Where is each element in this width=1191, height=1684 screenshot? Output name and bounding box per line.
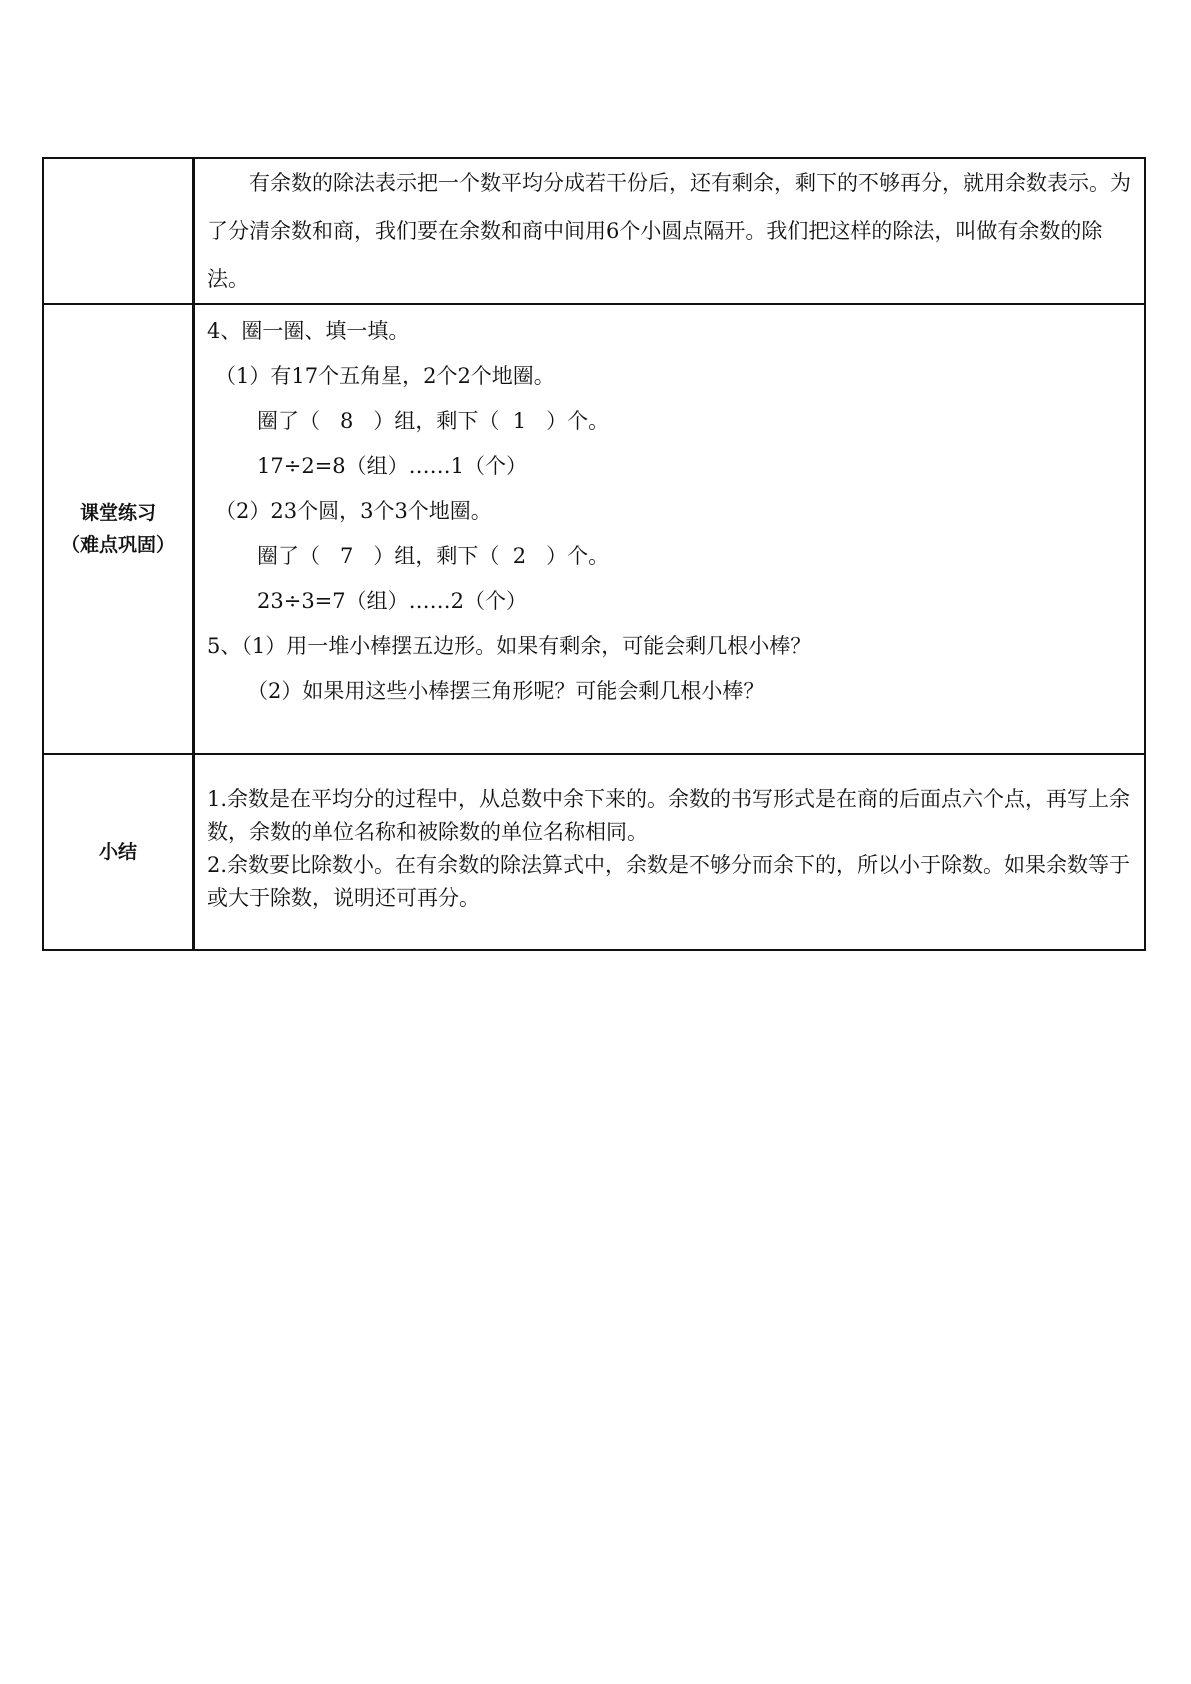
exercise-4-part-1-equation: 17÷2=8（组）……1（个） (257, 454, 527, 478)
summary-row (43, 754, 1145, 950)
practice-label-title: 课堂练习 (79, 502, 156, 524)
exercise-5-part-2: （2）如果用这些小棒摆三角形呢？可能会剩几根小棒？ (247, 679, 765, 703)
practice-row (43, 304, 1145, 754)
exercise-4-part-1-answer: 圈了（ 8 ）组，剩下（ 1 ）个。 (257, 409, 610, 433)
intro-paragraph: 有余数的除法表示把一个数平均分成若干份后，还有剩余，剩下的不够再分，就用余数表示。为了分清余数和商，我们要在余数和商中间用6个小圆点隔开。我们把这样的除法，叫做有余数的除法。 (207, 171, 1131, 291)
intro-row (43, 158, 1145, 304)
exercise-4-part-2-answer: 圈了（ 7 ）组，剩下（ 2 ）个。 (257, 544, 610, 568)
summary-content-cell (194, 754, 1146, 950)
exercise-4-heading: 4、圈一圈、填一填。 (207, 319, 410, 343)
practice-label-cell (43, 304, 194, 754)
summary-label: 小结 (98, 841, 137, 863)
intro-content-cell (194, 158, 1146, 304)
exercise-4-part-2-equation: 23÷3=7（组）……2（个） (257, 589, 527, 613)
intro-label-cell (43, 158, 194, 304)
lesson-table (42, 157, 1146, 951)
exercise-4-part-1: （1）有17个五角星，2个2个地圈。 (215, 364, 555, 388)
practice-list (207, 305, 1134, 714)
summary-list (207, 755, 1134, 915)
summary-label-cell (43, 754, 194, 950)
exercise-4-part-2: （2）23个圆，3个3个地圈。 (215, 499, 492, 523)
practice-content-cell (194, 304, 1146, 754)
exercise-5-part-1: 5、（1）用一堆小棒摆五边形。如果有剩余，可能会剩几根小棒？ (207, 634, 812, 658)
summary-point-2: 2.余数要比除数小。在有余数的除法算式中，余数是不够分而余下的，所以小于除数。如果余数等于或大于除数，说明还可再分。 (207, 853, 1131, 910)
practice-label-subtitle: （难点巩固） (60, 534, 175, 556)
summary-point-1: 1.余数是在平均分的过程中，从总数中余下来的。余数的书写形式是在商的后面点六个点，再写上余数，余数的单位名称和被除数的单位名称相同。 (207, 787, 1131, 844)
